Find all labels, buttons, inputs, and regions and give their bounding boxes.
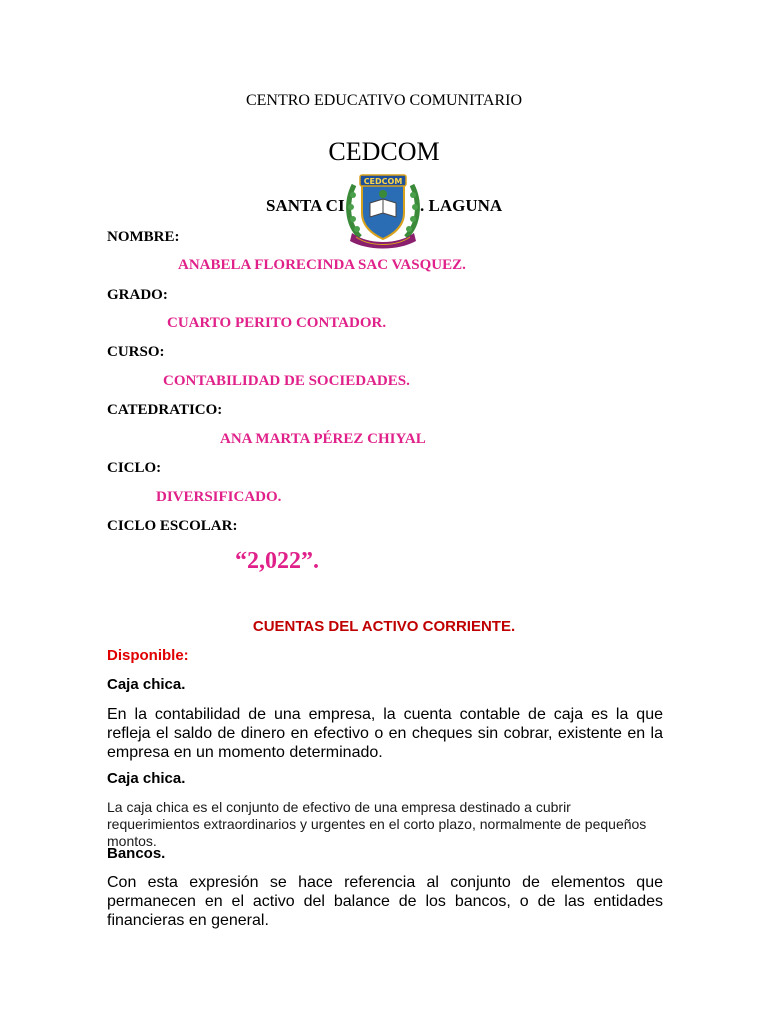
section-subtitle: Disponible: bbox=[107, 647, 189, 664]
location-right: . LAGUNA bbox=[420, 196, 503, 215]
bancos-heading: Bancos. bbox=[107, 845, 166, 862]
caja-chica-heading-2: Caja chica. bbox=[107, 770, 186, 787]
curso-value: CONTABILIDAD DE SOCIEDADES. bbox=[163, 373, 410, 389]
ciclo-value: DIVERSIFICADO. bbox=[156, 489, 282, 505]
svg-text:CEDCOM: CEDCOM bbox=[363, 177, 403, 186]
grado-label: GRADO: bbox=[107, 287, 168, 303]
catedratico-value: ANA MARTA PÉREZ CHIYAL bbox=[220, 431, 426, 447]
location-left: SANTA CI bbox=[266, 196, 345, 215]
caja-chica-paragraph-2: La caja chica es el conjunto de efectivo de una empresa destinado a cubrir requerimientos extraordinarios y urgentes en el corto plazo, normalmente de pequeños montos. bbox=[107, 799, 647, 849]
section-title: CUENTAS DEL ACTIVO CORRIENTE. bbox=[252, 618, 516, 635]
institution-name: CENTRO EDUCATIVO COMUNITARIO bbox=[245, 92, 523, 109]
ciclo-label: CICLO: bbox=[107, 460, 162, 476]
caja-chica-paragraph-1: En la contabilidad de una empresa, la cuenta contable de caja es la que refleja el saldo de dinero en efectivo o en cheques sin cobrar, existente en la empresa en un momento determinado. bbox=[107, 706, 663, 761]
nombre-label: NOMBRE: bbox=[107, 229, 180, 245]
caja-chica-heading-1: Caja chica. bbox=[107, 676, 186, 693]
ciclo-escolar-label: CICLO ESCOLAR: bbox=[107, 518, 238, 534]
bancos-paragraph: Con esta expresión se hace referencia al conjunto de elementos que permanecen en el activo del balance de los bancos, o de las entidades financieras en general. bbox=[107, 874, 663, 929]
nombre-value: ANABELA FLORECINDA SAC VASQUEZ. bbox=[178, 257, 466, 273]
catedratico-label: CATEDRATICO: bbox=[107, 402, 223, 418]
grado-value: CUARTO PERITO CONTADOR. bbox=[167, 315, 387, 331]
ciclo-escolar-value: “2,022”. bbox=[235, 548, 319, 574]
institution-acronym: CEDCOM bbox=[328, 137, 440, 166]
curso-label: CURSO: bbox=[107, 344, 165, 360]
school-crest-icon bbox=[344, 167, 422, 251]
